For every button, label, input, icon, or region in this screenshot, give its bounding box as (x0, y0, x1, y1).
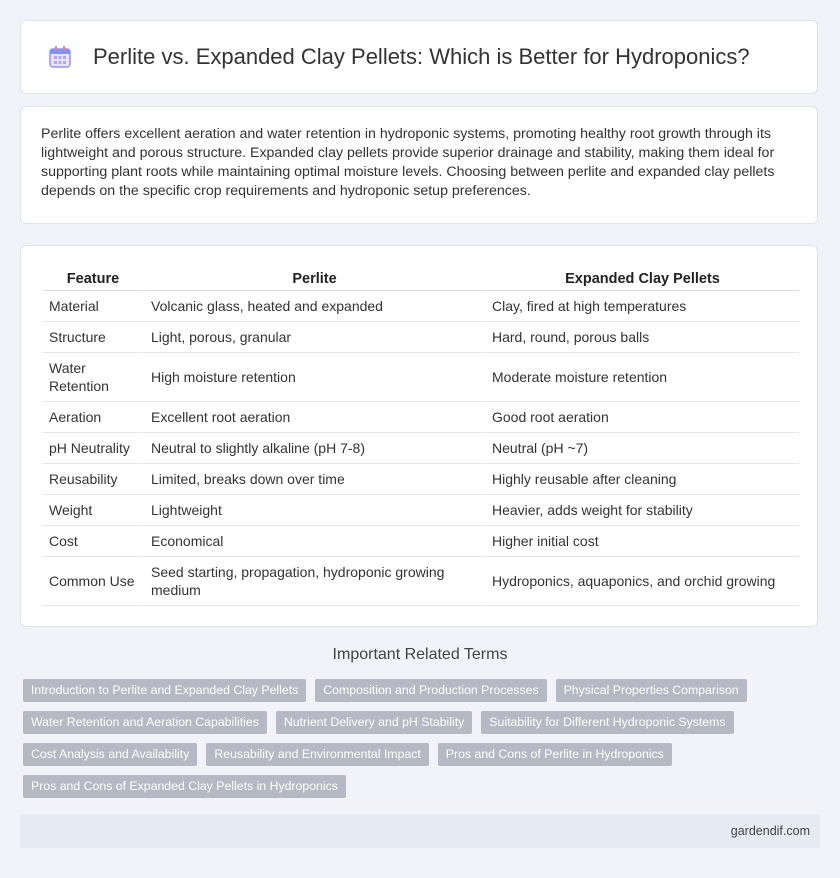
header-perlite: Perlite (143, 266, 484, 291)
footer (20, 814, 820, 848)
table-cell: Neutral to slightly alkaline (pH 7-8) (143, 433, 484, 464)
related-terms-section (0, 646, 840, 664)
table-cell: Economical (143, 526, 484, 557)
table-cell: Hard, round, porous balls (484, 322, 799, 353)
table-row (43, 291, 799, 322)
related-tags (23, 679, 813, 798)
table-cell: Aeration (43, 402, 143, 433)
related-terms-title: Important Related Terms (332, 646, 508, 663)
table-cell: Hydroponics, aquaponics, and orchid growing (484, 557, 799, 606)
table-cell: Reusability (43, 464, 143, 495)
table-cell: Heavier, adds weight for stability (484, 495, 799, 526)
table-cell: Lightweight (143, 495, 484, 526)
related-tag[interactable]: Water Retention and Aeration Capabilities (23, 711, 267, 734)
page-title: Perlite vs. Expanded Clay Pellets: Which is Better for Hydroponics? (93, 44, 750, 69)
comparison-table (43, 266, 799, 606)
table-header-row (43, 266, 799, 291)
table-row (43, 322, 799, 353)
table-cell: Higher initial cost (484, 526, 799, 557)
intro-text: Perlite offers excellent aeration and water retention in hydroponic systems, promoting healthy root growth through its lightweight and porous structure. Expanded clay pellets provide superior drainage and stability, making them ideal for supporting plant roots while maintaining optimal moisture levels. Choosing between perlite and expanded clay pellets depends on the specific crop requirements and hydroponic setup preferences. (41, 126, 775, 199)
related-tag[interactable]: Pros and Cons of Perlite in Hydroponics (438, 743, 672, 766)
related-tag[interactable]: Cost Analysis and Availability (23, 743, 197, 766)
calendar-icon (47, 44, 73, 70)
table-cell: Excellent root aeration (143, 402, 484, 433)
table-cell: Clay, fired at high temperatures (484, 291, 799, 322)
related-tag[interactable]: Pros and Cons of Expanded Clay Pellets in Hydroponics (23, 775, 346, 798)
related-tag[interactable]: Composition and Production Processes (315, 679, 546, 702)
table-cell: Structure (43, 322, 143, 353)
table-cell: pH Neutrality (43, 433, 143, 464)
table-row (43, 433, 799, 464)
table-cell: Volcanic glass, heated and expanded (143, 291, 484, 322)
table-cell: Highly reusable after cleaning (484, 464, 799, 495)
related-tag[interactable]: Nutrient Delivery and pH Stability (276, 711, 472, 734)
related-tag[interactable]: Suitability for Different Hydroponic Systems (481, 711, 733, 734)
table-row (43, 402, 799, 433)
comparison-card (20, 245, 818, 627)
table-cell: Cost (43, 526, 143, 557)
related-tag[interactable]: Introduction to Perlite and Expanded Clay Pellets (23, 679, 306, 702)
table-row (43, 464, 799, 495)
footer-site[interactable]: gardendif.com (730, 824, 810, 838)
page-header (20, 20, 818, 94)
table-cell: Material (43, 291, 143, 322)
table-cell: Good root aeration (484, 402, 799, 433)
intro-card (20, 106, 818, 224)
table-cell: Common Use (43, 557, 143, 606)
table-cell: Weight (43, 495, 143, 526)
table-cell: Neutral (pH ~7) (484, 433, 799, 464)
header-feature: Feature (43, 266, 143, 291)
table-cell: Water Retention (43, 353, 143, 402)
header-clay: Expanded Clay Pellets (484, 266, 799, 291)
table-cell: High moisture retention (143, 353, 484, 402)
table-cell: Light, porous, granular (143, 322, 484, 353)
table-row (43, 557, 799, 606)
table-cell: Seed starting, propagation, hydroponic growing medium (143, 557, 484, 606)
table-row (43, 526, 799, 557)
table-row (43, 495, 799, 526)
table-cell: Limited, breaks down over time (143, 464, 484, 495)
related-tag[interactable]: Reusability and Environmental Impact (206, 743, 428, 766)
table-cell: Moderate moisture retention (484, 353, 799, 402)
table-row (43, 353, 799, 402)
related-tag[interactable]: Physical Properties Comparison (556, 679, 747, 702)
